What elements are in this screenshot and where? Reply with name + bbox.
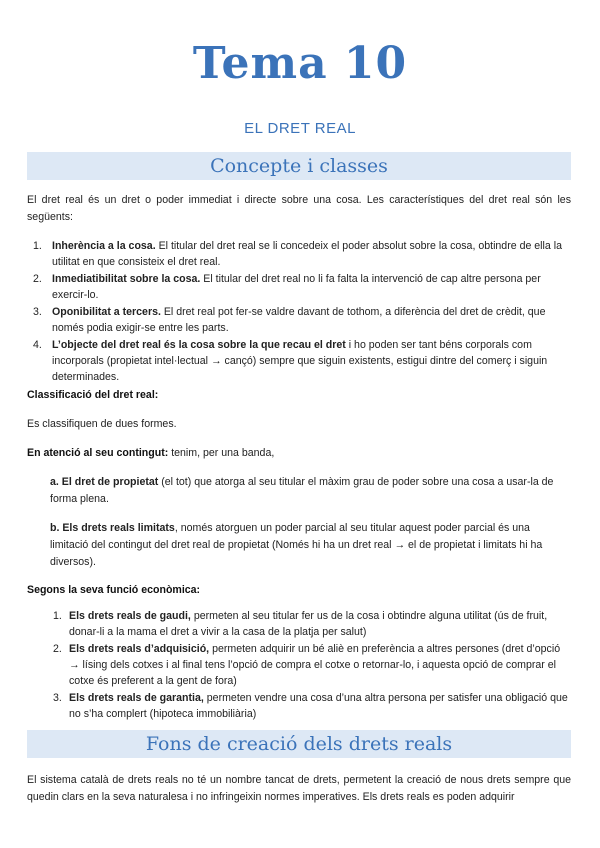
- list-item-bold: Els drets reals de garantia,: [69, 692, 204, 704]
- page-title: Tema 10: [192, 38, 408, 89]
- list-number: 1.: [33, 240, 42, 252]
- item-b-paragraph: [50, 520, 571, 571]
- item-b-text: , només atorguen un poder parcial al seu titular aquest poder parcial és una limitació del contingut del dret real de propietat (Només hi ha un dret real → el de propietat i limitats hi ha diversos).: [50, 522, 543, 568]
- list-item-bold: Inherència a la cosa.: [52, 240, 156, 252]
- list-item: [27, 690, 571, 722]
- list-item-bold: L’objecte del dret real és la cosa sobre la que recau el dret: [52, 339, 346, 351]
- list-number: 2.: [33, 273, 42, 285]
- list-item-text: El titular del dret real se li concedeix el poder absolut sobre la cosa, obtindre de ella la utilitat en que consisteix el dret real.: [52, 240, 562, 268]
- section-heading-fons: Fons de creació dels drets reals: [27, 730, 571, 758]
- list-item-text: permeten adquirir un bé aliè en preferència a altres persones (dret d’opció → lísing dels cotxes i al final tens l’opció de compra el cotxe o retornar-lo, i aquesta opció de comprar el cotxe és preferent a la gent de fora): [69, 643, 561, 687]
- list-item-text: permeten al seu titular fer us de la cosa i obtindre alguna utilitat (ús de fruit, donar-li a la mama el dret a vivir a la casa de la platja per salut): [69, 610, 548, 638]
- list-number: 4.: [33, 339, 42, 351]
- list-item: [27, 271, 571, 303]
- list-item-text: El titular del dret real no li fa falta la intervenció de cap altre persona per exercir-lo.: [52, 273, 541, 301]
- classif-text: Es classifiquen de dues formes.: [27, 418, 177, 430]
- funcio-list: [27, 608, 571, 723]
- contingut-bold: En atenció al seu contingut:: [27, 447, 169, 459]
- list-item: [27, 304, 571, 336]
- list-item-text: El dret real pot fer-se valdre davant de tothom, a diferència del dret de crèdit, que només podia exigir-se entre les parts.: [52, 306, 546, 334]
- list-item-bold: Oponibilitat a tercers.: [52, 306, 161, 318]
- intro-paragraph: El dret real és un dret o poder immediat i directe sobre una cosa. Les característiques del dret real són les següents:: [27, 194, 571, 223]
- characteristics-list: [27, 238, 571, 386]
- list-item-bold: Els drets reals de gaudi,: [69, 610, 191, 622]
- list-number: 1.: [53, 610, 62, 622]
- list-number: 3.: [53, 692, 62, 704]
- item-a-paragraph: [50, 474, 571, 508]
- list-item-text: i ho poden ser tant béns corporals com incorporals (propietat intel·lectual → cançó) sempre que siguin existents, estigui dintre del comerç i siguin determinades.: [52, 339, 548, 383]
- list-item-bold: Inmediatibilitat sobre la cosa.: [52, 273, 201, 285]
- classif-heading-text: Classificació del dret real:: [27, 389, 159, 401]
- funcio-heading: [27, 582, 571, 599]
- classif-heading: [27, 387, 571, 404]
- list-item-text: permeten vendre una cosa d’una altra persona per satisfer una obligació que no s’ha complert (hipoteca immobiliària): [69, 692, 568, 720]
- contingut-text: tenim, per una banda,: [168, 447, 275, 459]
- list-number: 3.: [33, 306, 42, 318]
- page-subtitle: EL DRET REAL: [244, 120, 356, 137]
- list-item: [27, 641, 571, 689]
- item-a-text: (el tot) que atorga al seu titular el màxim grau de poder sobre una cosa a usar-la de forma plena.: [50, 476, 554, 505]
- list-item: [27, 238, 571, 270]
- list-item: [27, 337, 571, 385]
- list-item-bold: Els drets reals d’adquisició,: [69, 643, 210, 655]
- funcio-heading-text: Segons la seva funció econòmica:: [27, 584, 201, 596]
- fons-paragraph: El sistema català de drets reals no té un nombre tancat de drets, permetent la creació de nous drets sempre que quedin clars en la seva naturalesa i no infringeixin normes imperatives. Els drets reals es poden adquirir: [27, 774, 571, 803]
- item-a-bold: a. El dret de propietat: [50, 476, 159, 488]
- section-heading-concepte: Concepte i classes: [27, 152, 571, 180]
- contingut-paragraph: [27, 445, 571, 462]
- item-b-bold: b. Els drets reals limitats: [50, 522, 175, 534]
- list-number: 2.: [53, 643, 62, 655]
- list-item: [27, 608, 571, 640]
